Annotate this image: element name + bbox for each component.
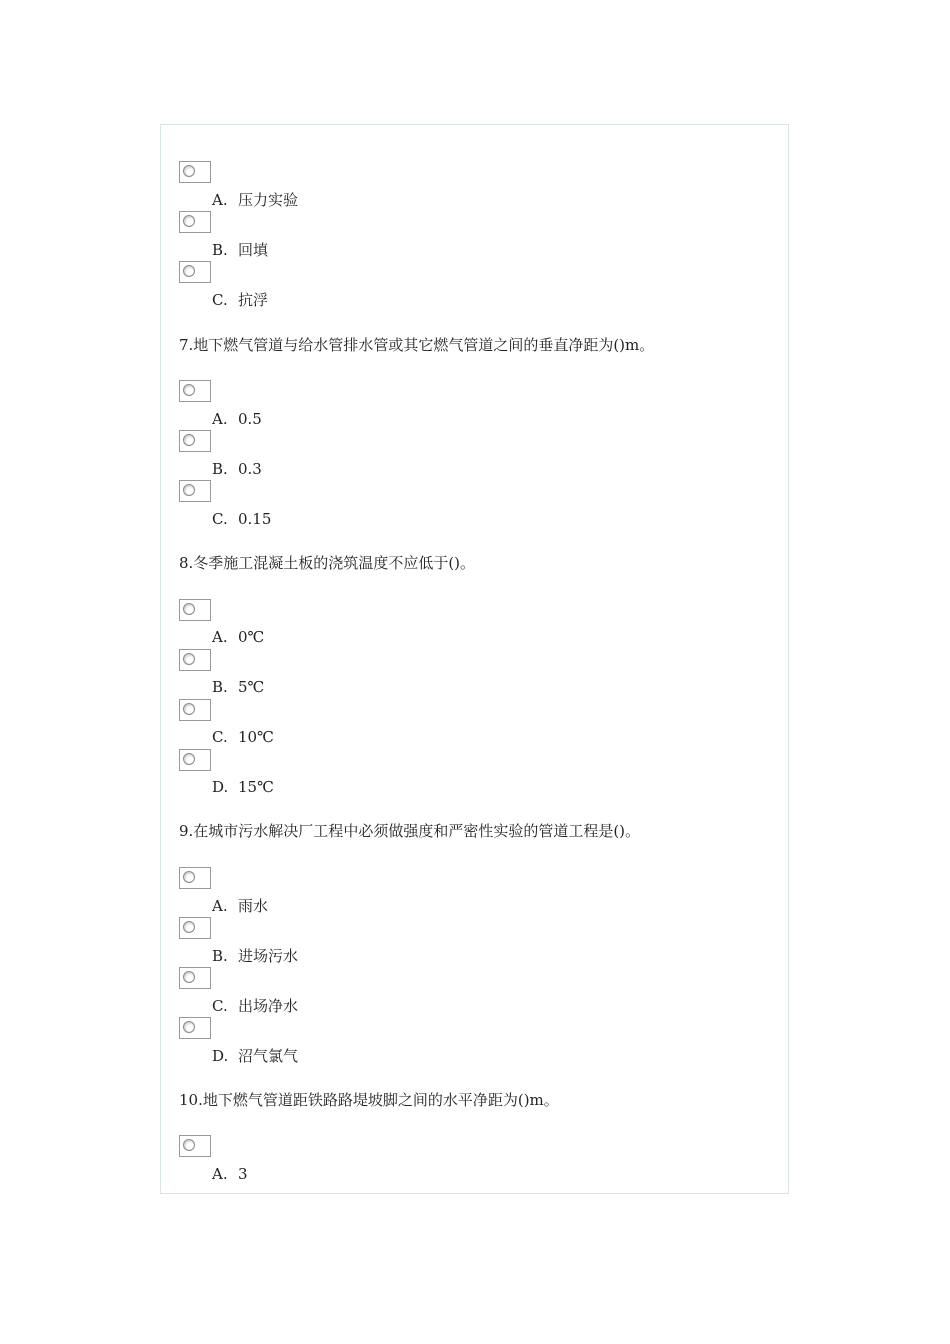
radio-circle-icon [183,703,195,715]
radio-circle-icon [183,265,195,277]
radio-q10-a[interactable] [179,1135,211,1157]
question-panel [160,124,789,1194]
radio-q7-a[interactable] [179,380,211,402]
option-q9-d: D. 沼气氯气 [212,1047,299,1065]
question-8-text: 8.冬季施工混凝土板的浇筑温度不应低于()。 [179,554,476,572]
option-q6-a: A. 压力实验 [212,191,299,209]
radio-q7-c[interactable] [179,480,211,502]
question-10-text: 10.地下燃气管道距铁路路堤坡脚之间的水平净距为()m。 [179,1091,559,1109]
radio-q8-c[interactable] [179,699,211,721]
radio-q8-a[interactable] [179,599,211,621]
radio-q7-b[interactable] [179,430,211,452]
radio-q6-b[interactable] [179,211,211,233]
option-q7-a: A. 0.5 [212,410,262,428]
radio-q8-d[interactable] [179,749,211,771]
radio-circle-icon [183,971,195,983]
question-9-text: 9.在城市污水解决厂工程中必须做强度和严密性实验的管道工程是()。 [179,822,641,840]
radio-q9-a[interactable] [179,867,211,889]
option-q9-a: A. 雨水 [212,897,269,915]
option-q9-c: C. 出场净水 [212,997,299,1015]
question-7-text: 7.地下燃气管道与给水管排水管或其它燃气管道之间的垂直净距为()m。 [179,336,655,354]
option-q7-c: C. 0.15 [212,510,272,528]
option-q8-c: C. 10℃ [212,728,274,746]
radio-circle-icon [183,871,195,883]
radio-circle-icon [183,603,195,615]
radio-circle-icon [183,753,195,765]
radio-q9-d[interactable] [179,1017,211,1039]
radio-circle-icon [183,484,195,496]
radio-circle-icon [183,434,195,446]
option-q8-a: A. 0℃ [212,628,265,646]
radio-circle-icon [183,1021,195,1033]
option-q10-a: A. 3 [212,1165,248,1183]
radio-circle-icon [183,165,195,177]
radio-q9-b[interactable] [179,917,211,939]
radio-circle-icon [183,215,195,227]
radio-circle-icon [183,384,195,396]
option-q9-b: B. 进场污水 [212,947,299,965]
radio-circle-icon [183,1139,195,1151]
radio-q9-c[interactable] [179,967,211,989]
radio-circle-icon [183,921,195,933]
option-q8-b: B. 5℃ [212,678,265,696]
option-q7-b: B. 0.3 [212,460,262,478]
option-q8-d: D. 15℃ [212,778,274,796]
option-q6-c: C. 抗浮 [212,291,269,309]
radio-q8-b[interactable] [179,649,211,671]
radio-circle-icon [183,653,195,665]
radio-q6-c[interactable] [179,261,211,283]
option-q6-b: B. 回填 [212,241,269,259]
radio-q6-a[interactable] [179,161,211,183]
